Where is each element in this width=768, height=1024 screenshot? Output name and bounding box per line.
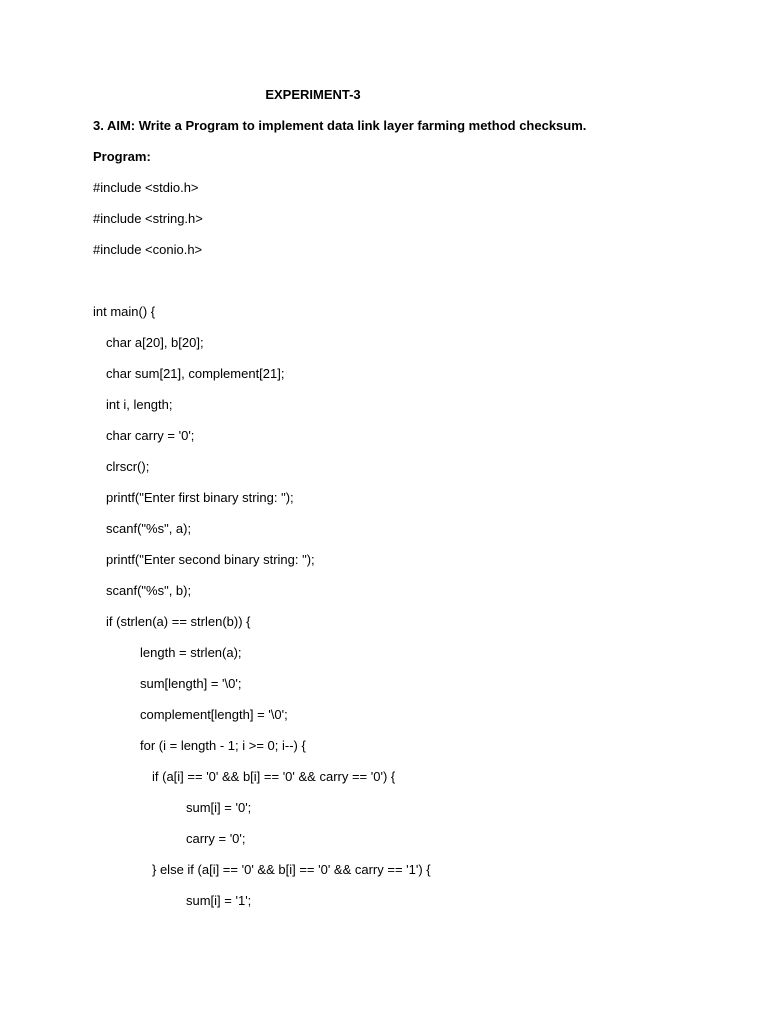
code-line: #include <string.h>	[93, 211, 203, 226]
code-line: int main() {	[93, 304, 156, 319]
code-line: #include <conio.h>	[93, 242, 203, 257]
code-line: carry = '0';	[186, 831, 246, 846]
code-line: length = strlen(a);	[140, 645, 242, 660]
code-line: clrscr();	[106, 459, 150, 474]
code-line: for (i = length - 1; i >= 0; i--) {	[140, 738, 306, 753]
experiment-title: EXPERIMENT-3	[265, 87, 361, 102]
code-line: char sum[21], complement[21];	[106, 366, 285, 381]
code-line: } else if (a[i] == '0' && b[i] == '0' && carry == '1') {	[152, 862, 431, 877]
code-line: char carry = '0';	[106, 428, 195, 443]
program-label: Program:	[93, 149, 151, 164]
code-line: sum[i] = '0';	[186, 800, 252, 815]
code-line: if (a[i] == '0' && b[i] == '0' && carry == '0') {	[152, 769, 396, 784]
aim-statement: 3. AIM: Write a Program to implement data link layer farming method checksum.	[93, 118, 587, 133]
code-line: char a[20], b[20];	[106, 335, 204, 350]
code-line: if (strlen(a) == strlen(b)) {	[106, 614, 251, 629]
code-line: #include <stdio.h>	[93, 180, 199, 195]
code-line: scanf("%s", b);	[106, 583, 192, 598]
code-line: printf("Enter second binary string: ");	[106, 552, 315, 567]
code-line: sum[i] = '1';	[186, 893, 252, 908]
code-line: complement[length] = '\0';	[140, 707, 288, 722]
code-line: int i, length;	[106, 397, 173, 412]
code-line: scanf("%s", a);	[106, 521, 192, 536]
code-line: sum[length] = '\0';	[140, 676, 242, 691]
code-line: printf("Enter first binary string: ");	[106, 490, 294, 505]
